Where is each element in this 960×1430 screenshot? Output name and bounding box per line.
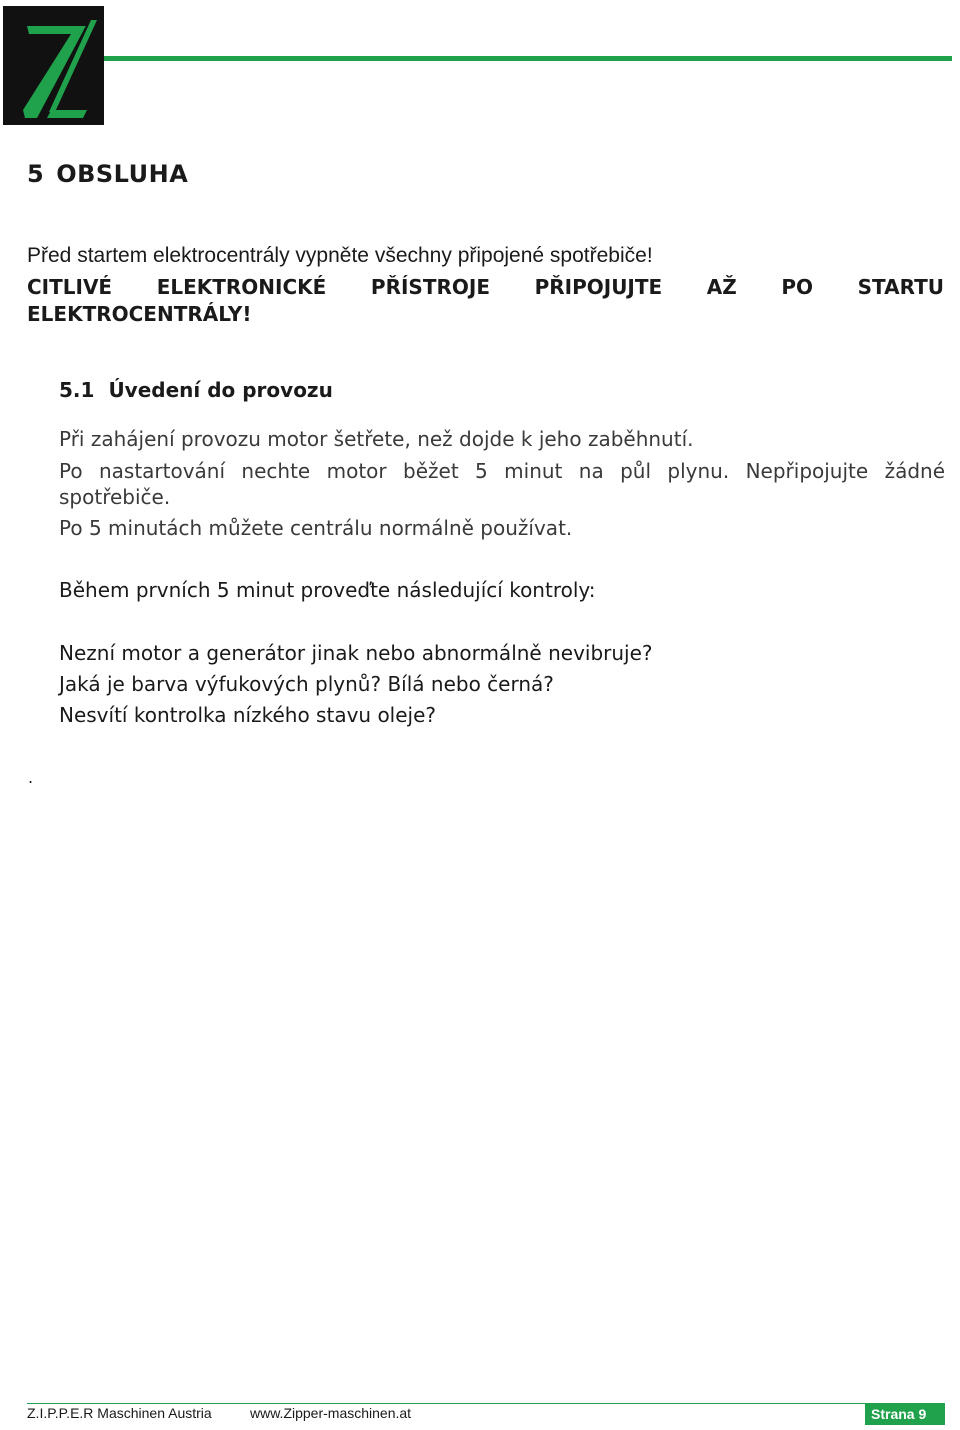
intro-text: Před startem elektrocentrály vypněte všechny připojené spotřebiče! [27, 244, 653, 267]
section-number: 5 [27, 160, 45, 188]
footer-company: Z.I.P.P.E.R Maschinen Austria [27, 1405, 212, 1421]
paragraph-checks-intro: Během prvních 5 minut proveďte následující kontroly: [59, 578, 596, 602]
warning-text [27, 274, 944, 328]
zipper-logo-icon [3, 6, 104, 125]
subsection-title: Úvedení do provozu [108, 378, 333, 402]
warning-line-2: ELEKTROCENTRÁLY! [27, 302, 252, 326]
subsection-number: 5.1 [59, 378, 95, 402]
header-rule [104, 56, 952, 61]
paragraph-warmup [59, 458, 945, 510]
check-item: Nesvítí kontrolka nízkého stavu oleje? [59, 703, 437, 727]
section-title: OBSLUHA [56, 160, 189, 188]
warning-line-1: CITLIVÉ ELEKTRONICKÉ PŘÍSTROJE PŘIPOJUJTE AŽ PO STARTU [27, 275, 944, 299]
footer-website-link[interactable]: www.Zipper-maschinen.at [250, 1405, 412, 1421]
check-item: Nezní motor a generátor jinak nebo abnormálně nevibruje? [59, 641, 653, 665]
section-heading [27, 160, 188, 188]
check-item: Jaká je barva výfukových plynů? Bílá nebo černá? [59, 672, 554, 696]
stray-dot: . [28, 768, 34, 787]
paragraph-break-in: Při zahájení provozu motor šetřete, než dojde k jeho zaběhnutí. [59, 427, 694, 451]
subsection-heading [59, 378, 333, 402]
paragraph-normal-use: Po 5 minutách můžete centrálu normálně používat. [59, 516, 573, 540]
paragraph-warmup-line-2: spotřebiče. [59, 485, 171, 509]
page-number-badge: Strana 9 [865, 1403, 945, 1425]
footer-rule [27, 1403, 945, 1404]
paragraph-warmup-line-1: Po nastartování nechte motor běžet 5 minut na půl plynu. Nepřipojujte žádné [59, 459, 945, 483]
